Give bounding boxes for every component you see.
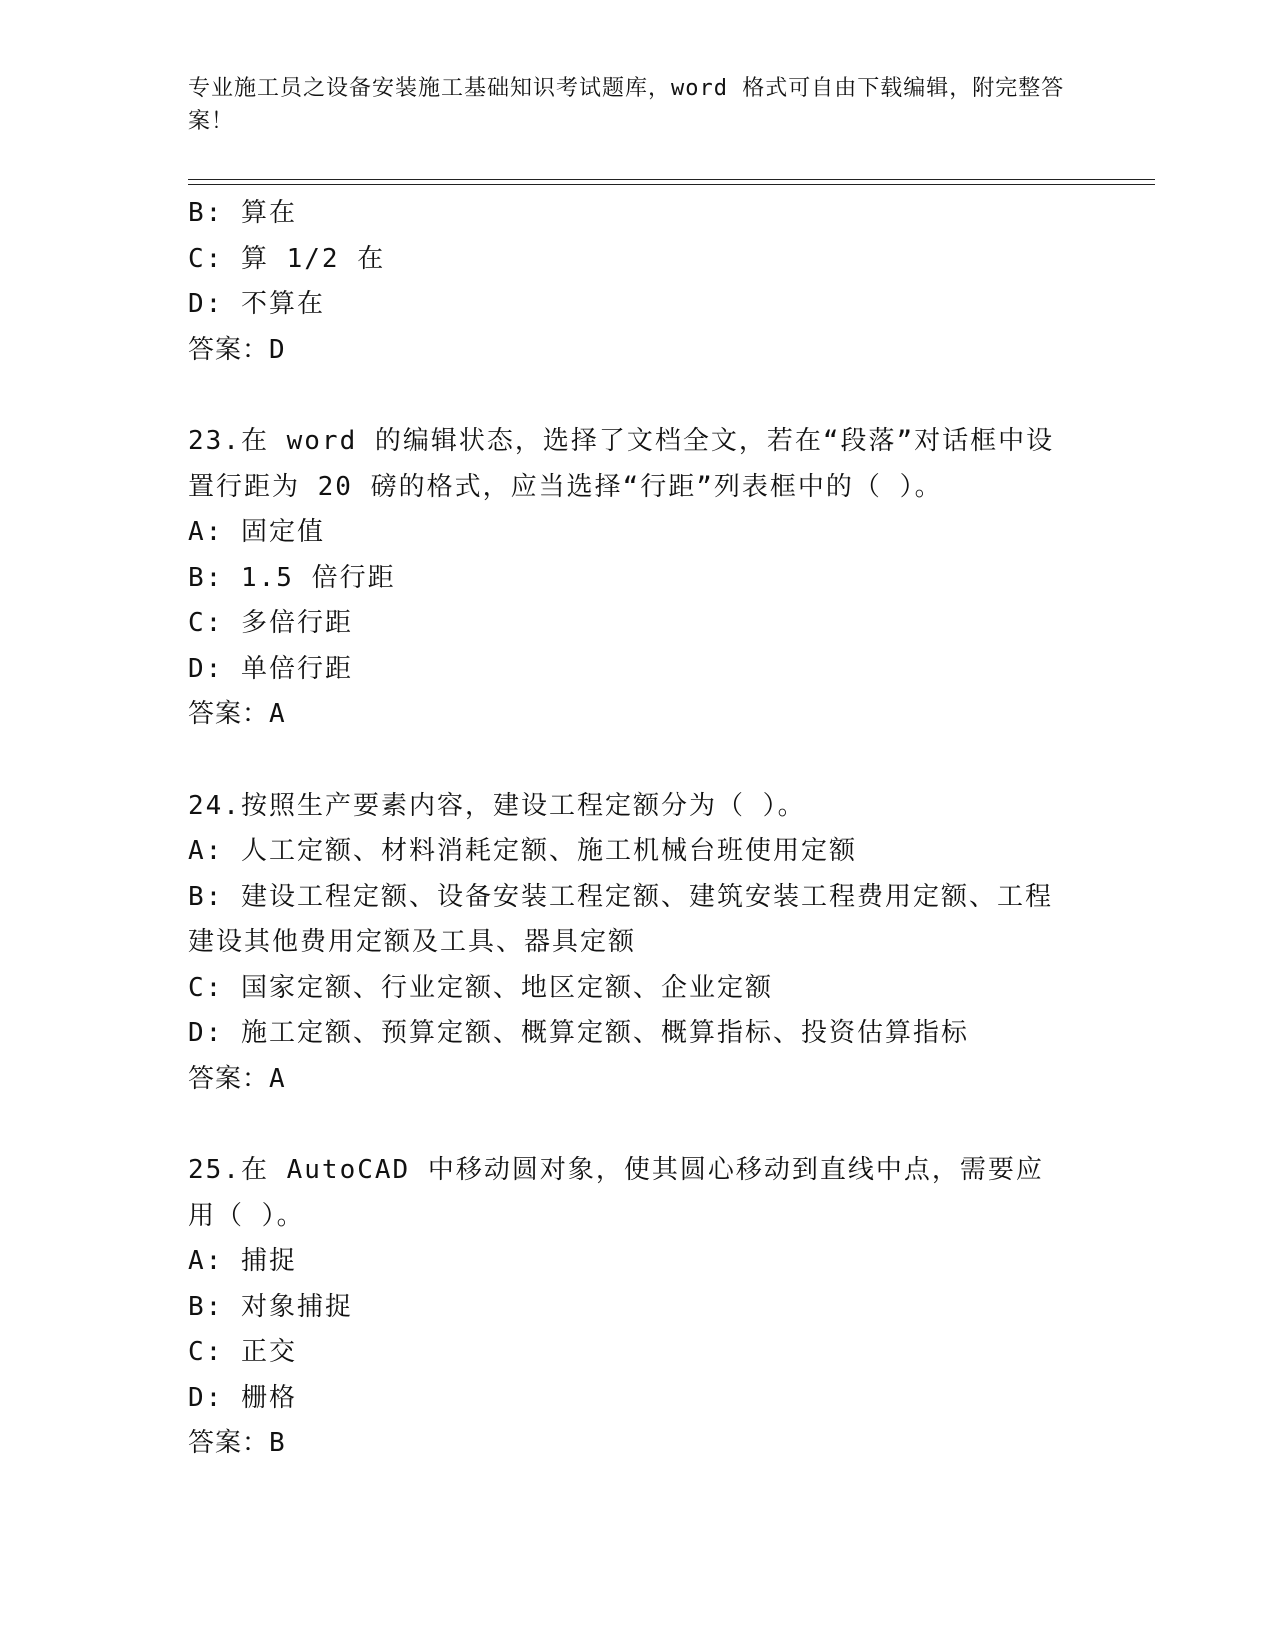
option-label: C: bbox=[188, 1337, 224, 1367]
option-a bbox=[188, 1239, 1088, 1285]
answer-value: B bbox=[269, 1428, 286, 1458]
answer-line bbox=[188, 1421, 1088, 1467]
option-label: A: bbox=[188, 517, 224, 547]
answer-label: 答案： bbox=[188, 699, 270, 729]
document-header bbox=[188, 72, 1068, 138]
question-text: 24.按照生产要素内容，建设工程定额分为（ ）。 bbox=[188, 790, 806, 821]
option-a bbox=[188, 510, 1088, 556]
option-b bbox=[188, 556, 1088, 602]
answer-label: 答案： bbox=[188, 1063, 270, 1094]
option-label: B: bbox=[188, 562, 224, 593]
option-label: D: bbox=[188, 1382, 224, 1413]
option-text: 固定值 bbox=[240, 517, 325, 547]
answer-line bbox=[188, 1057, 1088, 1103]
answer-value: A bbox=[269, 1063, 286, 1094]
option-b bbox=[188, 875, 1068, 966]
option-label: B: bbox=[188, 198, 224, 228]
option-text: 国家定额、行业定额、地区定额、企业定额 bbox=[240, 972, 773, 1003]
option-text: 不算在 bbox=[240, 289, 325, 319]
option-label: C: bbox=[188, 972, 224, 1003]
question-text: 25.在 AutoCAD 中移动圆对象，使其圆心移动到直线中点，需要应用（ ）。 bbox=[188, 1155, 1044, 1231]
option-c bbox=[188, 1330, 1088, 1376]
option-text: 施工定额、预算定额、概算定额、概算指标、投资估算指标 bbox=[240, 1018, 969, 1048]
option-c bbox=[188, 966, 1088, 1012]
question-25 bbox=[188, 1148, 1088, 1467]
option-b bbox=[188, 1285, 1088, 1331]
option-d bbox=[188, 282, 1088, 328]
option-text: 算在 bbox=[240, 198, 297, 228]
answer-label: 答案： bbox=[188, 1428, 270, 1458]
question-23 bbox=[188, 419, 1088, 738]
option-c bbox=[188, 601, 1088, 647]
prev-question-block bbox=[188, 191, 1088, 373]
header-rule-top bbox=[188, 179, 1155, 180]
option-text: 1.5 倍行距 bbox=[240, 562, 396, 593]
question-text: 23.在 word 的编辑状态，选择了文档全文，若在“段落”对话框中设置行距为 20 磅的格式，应当选择“行距”列表框中的（ ）。 bbox=[188, 426, 1055, 502]
option-text: 正交 bbox=[240, 1337, 297, 1367]
option-c bbox=[188, 237, 1088, 283]
option-text: 捕捉 bbox=[240, 1246, 297, 1276]
option-label: D: bbox=[188, 653, 224, 684]
option-text: 算 1/2 在 bbox=[240, 243, 386, 274]
option-label: A: bbox=[188, 836, 224, 866]
option-label: A: bbox=[188, 1246, 224, 1276]
option-d bbox=[188, 647, 1088, 693]
option-a bbox=[188, 829, 1088, 875]
option-label: B: bbox=[188, 881, 224, 912]
question-24 bbox=[188, 784, 1088, 1103]
answer-value: A bbox=[269, 699, 286, 729]
option-label: C: bbox=[188, 608, 224, 638]
answer-label: 答案： bbox=[188, 334, 270, 365]
option-label: C: bbox=[188, 243, 224, 274]
option-text: 多倍行距 bbox=[240, 608, 353, 638]
option-b bbox=[188, 191, 1088, 237]
option-label: D: bbox=[188, 289, 224, 319]
option-d bbox=[188, 1011, 1088, 1057]
option-text: 栅格 bbox=[240, 1382, 297, 1413]
option-d bbox=[188, 1376, 1088, 1422]
header-rule-bottom bbox=[188, 184, 1155, 185]
question-content bbox=[188, 191, 1088, 1467]
answer-line bbox=[188, 328, 1088, 374]
option-label: D: bbox=[188, 1018, 224, 1048]
answer-line bbox=[188, 692, 1088, 738]
option-text: 人工定额、材料消耗定额、施工机械台班使用定额 bbox=[240, 836, 857, 866]
header-text: 专业施工员之设备安装施工基础知识考试题库，word 格式可自由下载编辑，附完整答案！ bbox=[188, 76, 1065, 134]
option-text: 单倍行距 bbox=[240, 653, 353, 684]
option-text: 对象捕捉 bbox=[240, 1291, 353, 1322]
option-text: 建设工程定额、设备安装工程定额、建筑安装工程费用定额、工程建设其他费用定额及工具、器具定额 bbox=[188, 881, 1053, 957]
option-label: B: bbox=[188, 1291, 224, 1322]
answer-value: D bbox=[269, 334, 286, 365]
